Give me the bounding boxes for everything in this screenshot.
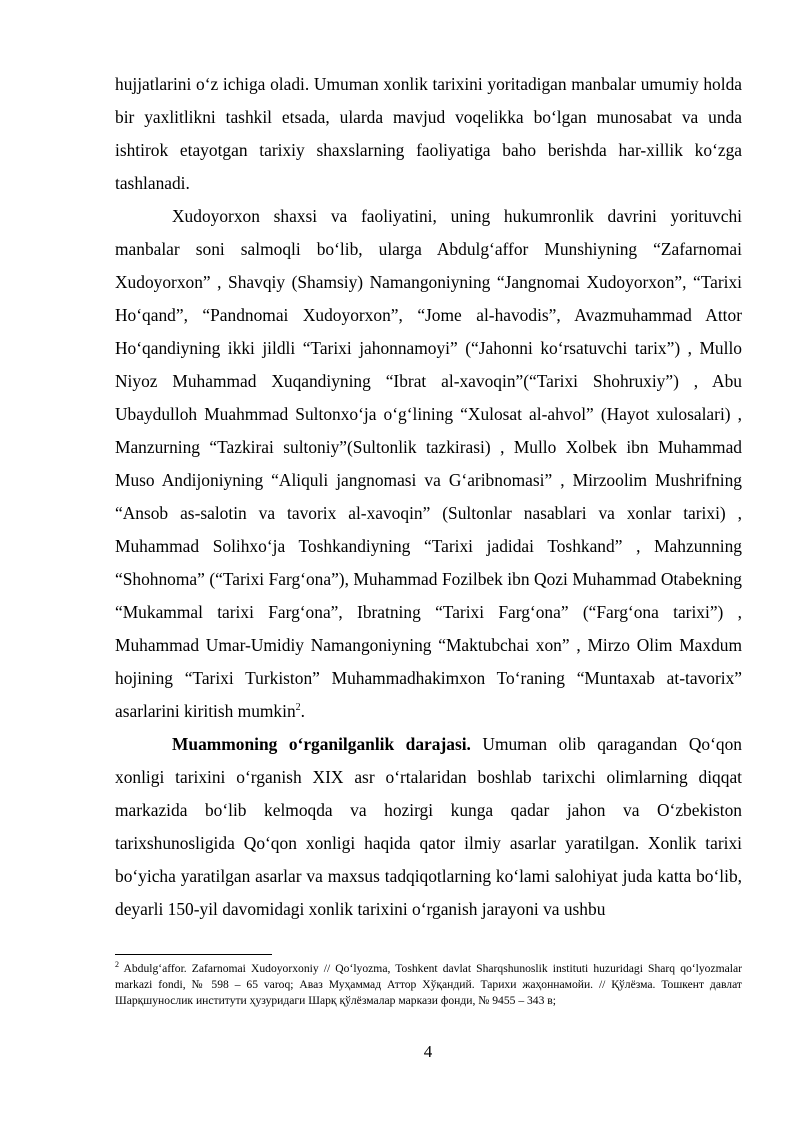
paragraph-sources-end: . (300, 701, 305, 721)
footnote-text: Abdulg‘affor. Zafarnomai Xudoyorxoniy // Qo‘lyozma, Toshkent davlat Sharqshunoslik instituti huzuridagi Sharq qo‘lyozmalar markazi fondi, № 598 – 65 varoq; Аваз Муҳаммад Аттор Хўқандий. Тарихи жаҳоннамойи. // Қўлёзма. Тошкент давлат Шарқшунослик институти ҳузуридаги Шарқ қўлёзмалар маркази фонди, № 9455 – 343 в; (115, 962, 742, 1007)
document-body (115, 68, 742, 926)
page-number: 4 (423, 1042, 433, 1061)
paragraph-sources-text: Xudoyorxon shaxsi va faoliyatini, uning hukumronlik davrini yorituvchi manbalar soni salmoqli bo‘lib, ularga Abdulg‘affor Munshiyning “Zafarnomai Xudoyorxon” , Shavqiy (Shamsiy) Namangoniyning “Jangnomai Xudoyorxon”, “Tarixi Ho‘qand”, “Pandnomai Xudoyorxon”, “Jome al-havodis”, Avazmuhammad Attor Ho‘qandiyning ikki jildli “Tarixi jahonnamoyi” (“Jahonni ko‘rsatuvchi tarix”) , Mullo Niyoz Muhammad Xuqandiyning “Ibrat al-xavoqin”(“Tarixi Shohruxiy”) , Abu Ubaydulloh Muahmmad Sultonxo‘ja o‘g‘lining “Xulosat al-ahvol” (Hayot xulosalari) , Manzurning “Tazkirai sultoniy”(Sultonlik tazkirasi) , Mullo Xolbek ibn Muhammad Muso Andijoniyning “Aliquli jangnomasi va G‘aribnomasi” , Mirzoolim Mushrifning “Ansob as-salotin va tavorix al-xavoqin” (Sultonlar nasablari va xonlar tarixi) , Muhammad Solihxo‘ja Toshkandiyning “Tarixi jadidai Toshkand” , Mahzunning “Shohnoma” (“Tarixi Farg‘ona”), Muhammad Fozilbek ibn Qozi Muhammad Otabekning “Mukammal tarixi Farg‘ona”, Ibratning “Tarixi Farg‘ona” (“Farg‘ona tarixi”) , Muhammad Umar-Umidiy Namangoniyning “Maktubchai xon” , Mirzo Olim Maxdum hojining “Tarixi Turkiston” Muhammadhakimxon To‘raning “Muntaxab at-tavorix” asarlarini kiritish mumkin (115, 206, 742, 721)
paragraph-research-level (115, 728, 742, 926)
paragraph-sources (115, 200, 742, 728)
paragraph-continuation: hujjatlarini o‘z ichiga oladi. Umuman xonlik tarixini yoritadigan manbalar umumiy holda bir yaxlitlikni tashkil etsada, ularda mavjud voqelikka bo‘lgan munosabat va unda ishtirok etayotgan tarixiy shaxslarning faoliyatiga baho berishda har-xillik ko‘zga tashlanadi. (115, 74, 742, 193)
footnote-reference[interactable]: 2 (295, 702, 301, 714)
footnote-marker: 2 (115, 960, 119, 970)
section-heading-inline: Muammoning o‘rganilganlik darajasi. (172, 734, 471, 754)
paragraph-research-text: Umuman olib qaragandan Qo‘qon xonligi tarixini o‘rganish XIX asr o‘rtalaridan boshlab tarixchi olimlarning diqqat markazida bo‘lib kelmoqda va hozirgi kunga qadar jahon va O‘zbekiston tarixshunosligida Qo‘qon xonligi haqida qator ilmiy asarlar yaratilgan. Xonlik tarixi bo‘yicha yaratilgan asarlar va maxsus tadqiqotlarning ko‘lami salohiyat juda katta bo‘lib, deyarli 150-yil davomidagi xonlik tarixini o‘rganish jarayoni va ushbu (115, 734, 742, 919)
footnote (115, 961, 742, 1009)
footnote-separator (115, 954, 272, 955)
